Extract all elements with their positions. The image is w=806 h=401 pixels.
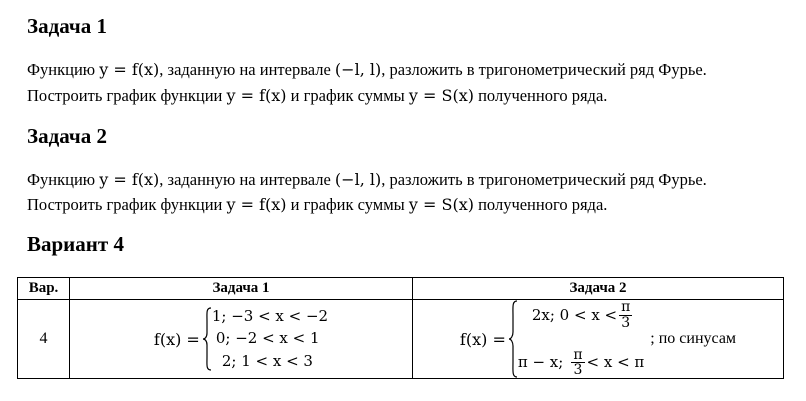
table-header-row xyxy=(18,278,784,300)
piecewise-function: f(x) = 1; −3 < x < −2 0; −2 < x < 1 2; 1 < x < 3 xyxy=(153,307,329,370)
formula: y = f(x) xyxy=(226,195,287,214)
formula: y = f(x) xyxy=(99,60,160,79)
formula: y = f(x) xyxy=(226,86,287,105)
case-line: 0; −2 < x < 1 xyxy=(215,329,320,348)
cell-var: 4 xyxy=(18,300,70,379)
case-line: 2x; 0 < x < $\frac{\pi}{3}$ xyxy=(531,299,631,331)
case-line: 2; 1 < x < 3 xyxy=(221,351,313,370)
task2-statement-line2: Построить график функции y = f(x) и график суммы y = S(x) полученного ряда. xyxy=(27,195,608,214)
left-brace-icon xyxy=(202,307,212,371)
left-brace-icon xyxy=(508,300,518,378)
header-var: Вар. xyxy=(18,278,70,300)
expansion-note: ; по синусам xyxy=(650,330,737,347)
task1-heading: Задача 1 xyxy=(27,14,107,38)
formula: (−l, l) xyxy=(334,170,382,189)
header-task2: Задача 2 xyxy=(413,278,784,300)
variant-heading: Вариант 4 xyxy=(27,232,124,256)
task1-statement-line2: Построить график функции y = f(x) и график суммы y = S(x) полученного ряда. xyxy=(27,86,608,105)
task2-heading: Задача 2 xyxy=(27,124,107,148)
formula: y = S(x) xyxy=(408,86,474,105)
cell-task2 xyxy=(413,300,784,379)
fraction: $\frac{\pi}{3}$ xyxy=(573,346,583,379)
formula: y = f(x) xyxy=(99,170,160,189)
table-row xyxy=(18,300,784,379)
formula: y = S(x) xyxy=(408,195,474,214)
header-task1: Задача 1 xyxy=(70,278,413,300)
task1-statement-line1: Функцию y = f(x), заданную на интервале (−l, l), разложить в тригонометрический ряд Фурье. xyxy=(27,60,707,79)
fraction: $\frac{\pi}{3}$ xyxy=(621,299,631,331)
task2-statement-line1: Функцию y = f(x), заданную на интервале (−l, l), разложить в тригонометрический ряд Фурье. xyxy=(27,170,707,189)
formula: (−l, l) xyxy=(334,60,382,79)
variant-table xyxy=(17,277,784,379)
case-line: 1; −3 < x < −2 xyxy=(211,307,329,325)
cell-task1 xyxy=(70,300,413,379)
piecewise-function: f(x) = 2x; 0 < x < $\frac{\pi}{3}$ π − x; $\frac{\pi}{3}$ < x < π ; по синусам xyxy=(459,299,737,379)
case-line: π − x; $\frac{\pi}{3}$ < x < π xyxy=(517,346,645,379)
